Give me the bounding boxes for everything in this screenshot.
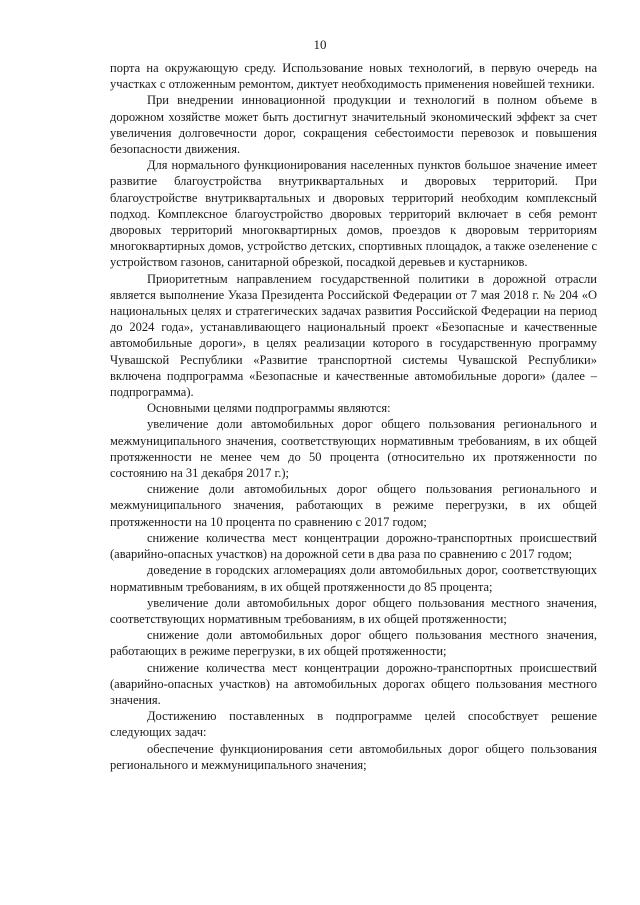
- paragraph-5: Основными целями подпрограммы являются:: [147, 401, 391, 416]
- document-body: [110, 60, 597, 773]
- goal-item-2: снижение доли автомобильных дорог общего пользования регионального и межмуниципального значения, работающих в режиме перегрузки, в их общей протяженности на 10 процента по сравнению с 2017 годом;: [110, 482, 597, 529]
- paragraph-4: Приоритетным направлением государственной политики в дорожной отрасли является выполнение Указа Президента Российской Федерации от 7 мая 2018 г. № 204 «О национальных целях и стратегических задачах развития Российской Федерации на период до 2024 года», устанавливающего национальный проект «Безопасные и качественные автомобильные дороги», в целях реализации которого в государственную программу Чувашской Республики «Развитие транспортной системы Чувашской Республики» включена подпрограмма «Безопасные и качественные автомобильные дороги» (далее – подпрограмма).: [110, 271, 597, 400]
- paragraph-3: Для нормального функционирования населенных пунктов большое значение имеет развитие благоустройства внутриквартальных и дворовых территорий. При благоустройстве внутриквартальных и дворовых территорий необходим комплексный подход. Комплексное благоустройство дворовых территорий включает в себя ремонт дворовых территорий многоквартирных домов, проездов к дворовым территориям многоквартирных домов, устройство детских, спортивных площадок, а также озеленение с устройством газонов, санитарной обрезкой, посадкой деревьев и кустарников.: [110, 158, 597, 270]
- paragraph-tasks-intro: Достижению поставленных в подпрограмме целей способствует решение следующих задач:: [110, 709, 597, 740]
- goal-item-7: снижение количества мест концентрации дорожно-транспортных происшествий (аварийно-опасных участков) на автомобильных дорогах общего пользования местного значения.: [110, 660, 597, 707]
- goal-item-3: снижение количества мест концентрации дорожно-транспортных происшествий (аварийно-опасных участков) на дорожной сети в два раза по сравнению с 2017 годом;: [110, 530, 597, 562]
- goal-item-5: увеличение доли автомобильных дорог общего пользования местного значения, соответствующих нормативным требованиям, в их общей протяженности;: [110, 595, 597, 626]
- page-number: 10: [313, 37, 327, 52]
- goal-item-6: снижение доли автомобильных дорог общего пользования местного значения, работающих в режиме перегрузки, в их общей протяженности;: [110, 628, 597, 659]
- paragraph-1: порта на окружающую среду. Использование новых технологий, в первую очередь на участках с отложенным ремонтом, диктует необходимость применения новейшей техники.: [110, 61, 597, 92]
- goal-item-4: доведение в городских агломерациях доли автомобильных дорог, соответствующих нормативным требованиям, в их общей протяженности до 85 процента;: [110, 563, 597, 594]
- paragraph-2: При внедрении инновационной продукции и технологий в полном объеме в дорожном хозяйстве может быть достигнут значительный экономический эффект за счет увеличения долговечности дорог, сокращения себестоимости перевозок и повышения безопасности движения.: [110, 93, 597, 157]
- goal-item-1: увеличение доли автомобильных дорог общего пользования регионального и межмуниципального значения, соответствующих нормативным требованиям, в их общей протяженности не менее чем до 50 процента (относительно их протяженности по состоянию на 31 декабря 2017 г.);: [110, 417, 597, 481]
- task-item-1: обеспечение функционирования сети автомобильных дорог общего пользования регионального и межмуниципального значения;: [110, 741, 597, 772]
